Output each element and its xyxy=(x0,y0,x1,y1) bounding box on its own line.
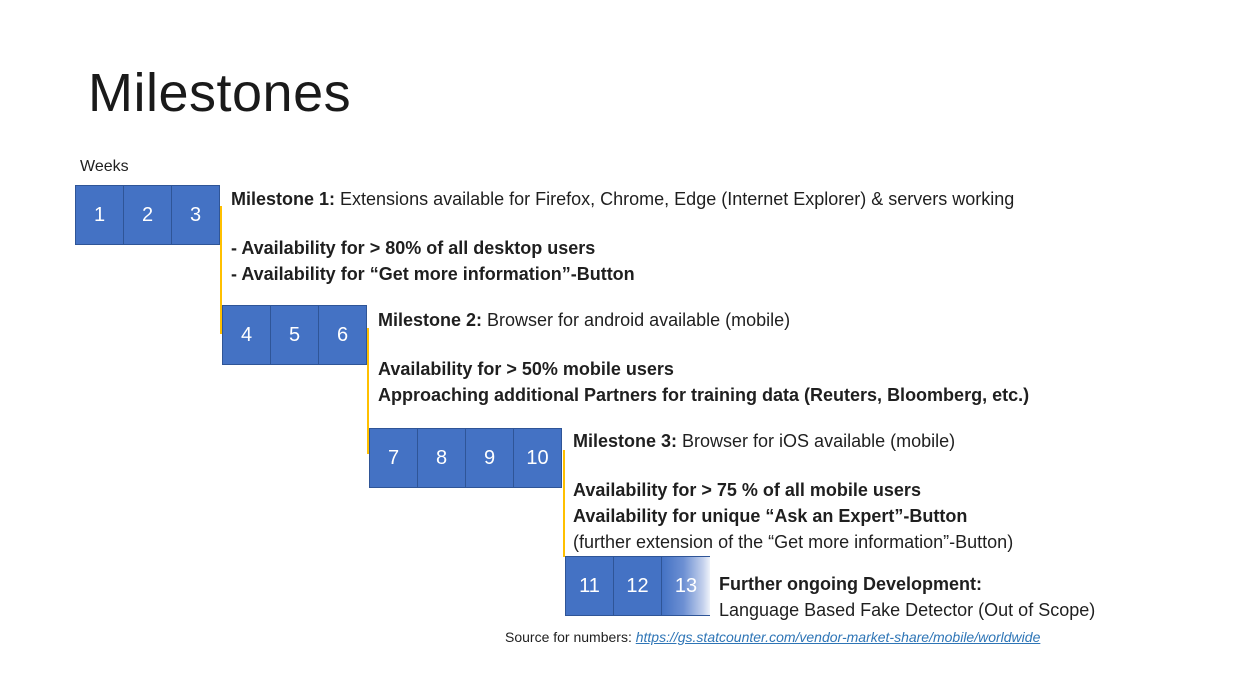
week-cell-1: 1 xyxy=(75,185,124,245)
ongoing-development-heading-bold: Further ongoing Development: xyxy=(719,574,982,594)
week-cell-2: 2 xyxy=(123,185,172,245)
week-cell-12: 12 xyxy=(613,556,662,616)
milestone-3-line-2: Availability for unique “Ask an Expert”-Button xyxy=(573,506,968,526)
milestone-3-line-3: (further extension of the “Get more information”-Button) xyxy=(573,532,1014,552)
source-line xyxy=(505,629,1040,645)
week-cell-11: 11 xyxy=(565,556,614,616)
ongoing-development-text xyxy=(719,571,1095,623)
milestone-1-heading-rest: Extensions available for Firefox, Chrome, Edge (Internet Explorer) & servers working xyxy=(335,189,1015,209)
week-cell-5: 5 xyxy=(270,305,319,365)
milestone-2-text xyxy=(378,307,1029,408)
week-cell-6: 6 xyxy=(318,305,367,365)
milestone-3-heading-bold: Milestone 3: xyxy=(573,431,678,451)
milestone-1-heading xyxy=(231,186,1014,212)
source-link[interactable]: https://gs.statcounter.com/vendor-market-share/mobile/worldwide xyxy=(635,629,1041,645)
milestone-3-heading-rest: Browser for iOS available (mobile) xyxy=(677,431,956,451)
connector-line-3 xyxy=(563,450,565,557)
week-cell-8: 8 xyxy=(417,428,466,488)
milestone-2-heading-bold: Milestone 2: xyxy=(378,310,483,330)
week-row-4 xyxy=(565,556,709,616)
milestone-1-text xyxy=(231,186,1014,287)
milestone-2-heading xyxy=(378,307,1029,333)
week-cell-10: 10 xyxy=(513,428,562,488)
week-cell-7: 7 xyxy=(369,428,418,488)
milestone-2-line-2: Approaching additional Partners for training data (Reuters, Bloomberg, etc.) xyxy=(378,385,1030,405)
week-cell-13: 13 xyxy=(661,556,710,616)
ongoing-development-heading xyxy=(719,571,1095,597)
milestone-2-heading-rest: Browser for android available (mobile) xyxy=(482,310,791,330)
milestone-1-heading-bold: Milestone 1: xyxy=(231,189,336,209)
week-cell-3: 3 xyxy=(171,185,220,245)
milestone-1-line-2: - Availability for “Get more information”-Button xyxy=(231,264,635,284)
week-row-2 xyxy=(222,305,366,365)
slide-title: Milestones xyxy=(88,63,352,123)
weeks-label: Weeks xyxy=(80,158,129,175)
week-row-3 xyxy=(369,428,561,488)
week-cell-4: 4 xyxy=(222,305,271,365)
ongoing-development-line-1: Language Based Fake Detector (Out of Scope) xyxy=(719,600,1096,620)
week-row-1 xyxy=(75,185,219,245)
week-cell-9: 9 xyxy=(465,428,514,488)
milestone-3-heading xyxy=(573,428,1013,454)
milestone-3-text xyxy=(573,428,1013,555)
milestone-1-line-1: - Availability for > 80% of all desktop users xyxy=(231,238,596,258)
source-label: Source for numbers: xyxy=(505,629,636,645)
milestone-3-line-1: Availability for > 75 % of all mobile users xyxy=(573,480,921,500)
milestone-2-line-1: Availability for > 50% mobile users xyxy=(378,359,674,379)
